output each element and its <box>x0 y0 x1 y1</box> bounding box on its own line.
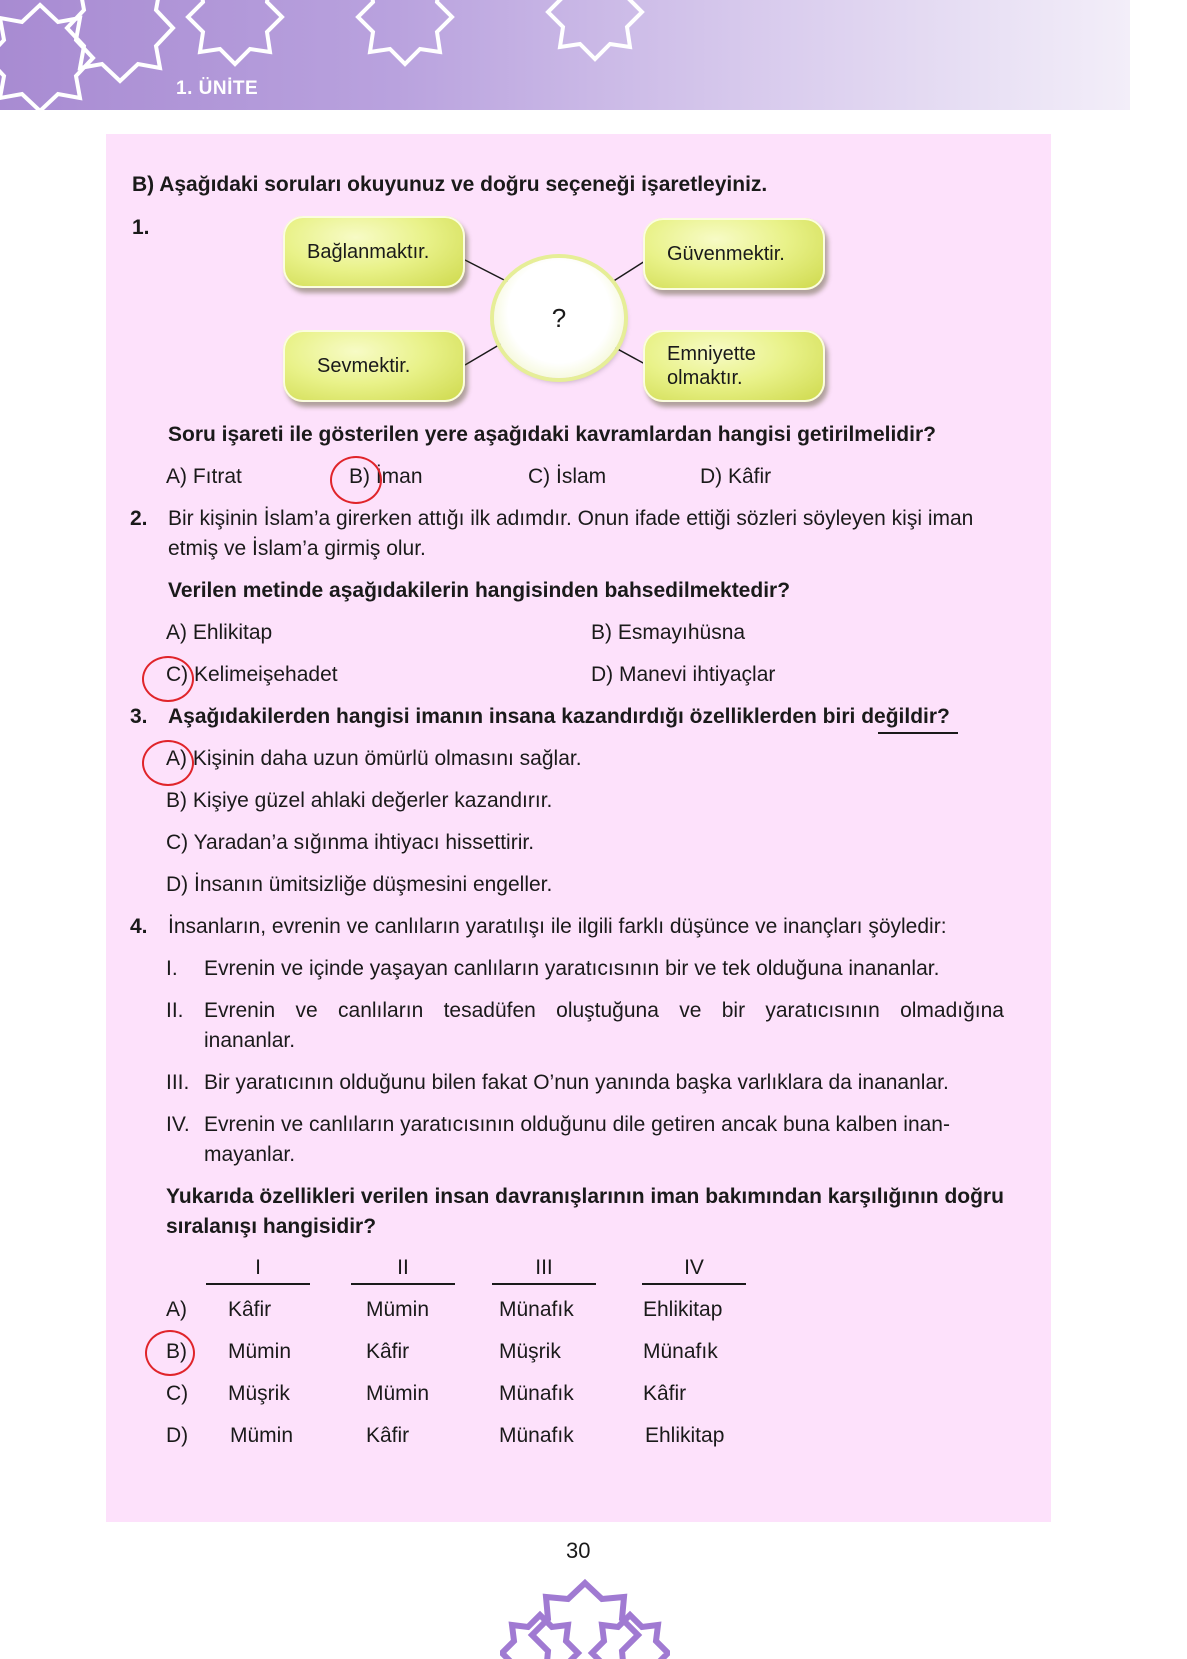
concept-pill-4: Emniyette olmaktır. <box>643 330 825 402</box>
q2-option-d[interactable]: D) Manevi ihtiyaçlar <box>591 663 776 686</box>
footer-star-ornament-icon <box>500 1575 670 1659</box>
question-mark: ? <box>551 302 567 333</box>
q3-option-d[interactable]: D) İnsanın ümitsizliğe düşmesini engeller. <box>166 873 553 896</box>
q4-item-roman-4: IV. <box>166 1113 190 1136</box>
q4-row-b-cell-3: Müşrik <box>499 1340 561 1363</box>
q4-row-b-cell-2: Kâfir <box>366 1340 410 1363</box>
question-number-1: 1. <box>132 216 150 239</box>
q4-row-d-cell-4: Ehlikitap <box>645 1424 725 1447</box>
q4-item-roman-3: III. <box>166 1071 190 1094</box>
q4-row-d-cell-3: Münafık <box>499 1424 574 1447</box>
concept-pill-3: Sevmektir. <box>283 330 465 402</box>
q1-option-b[interactable]: B) İman <box>349 465 423 488</box>
q3-option-b[interactable]: B) Kişiye güzel ahlaki değerler kazandırır. <box>166 789 553 812</box>
answer-mark-q3 <box>142 740 194 786</box>
concept-center-circle <box>494 258 624 378</box>
col-underline-2 <box>351 1283 455 1285</box>
q4-row-a-cell-4: Ehlikitap <box>643 1298 723 1321</box>
col-underline-1 <box>206 1283 310 1285</box>
col-header-4: IV <box>684 1256 704 1279</box>
q4-row-b-cell-4: Münafık <box>643 1340 718 1363</box>
col-header-2: II <box>397 1256 409 1279</box>
col-underline-4 <box>642 1283 746 1285</box>
question-number-2: 2. <box>130 507 148 530</box>
q4-row-c-label[interactable]: C) <box>166 1382 189 1405</box>
q4-row-b-cell-1: Mümin <box>228 1340 292 1363</box>
col-header-3: III <box>535 1256 553 1279</box>
q4-row-a-label[interactable]: A) <box>166 1298 187 1321</box>
q1-question: Soru işareti ile gösterilen yere aşağıdaki kavramlardan hangisi getirilmelidir? <box>168 423 936 446</box>
q2-option-b[interactable]: B) Esmayıhüsna <box>591 621 746 644</box>
q1-option-c[interactable]: C) İslam <box>528 465 607 488</box>
q4-row-a-cell-2: Mümin <box>366 1298 430 1321</box>
question-number-4: 4. <box>130 915 148 938</box>
q3-question-post: ? <box>937 705 950 728</box>
emphasis-underline <box>878 732 958 734</box>
q4-item-roman-2: II. <box>166 999 184 1022</box>
concept-pill-2: Güvenmektir. <box>643 218 825 290</box>
q4-question-line1: Yukarıda özellikleri verilen insan davranışlarının iman bakımından karşılığının doğru <box>166 1185 1004 1208</box>
q3-question-emph: değildir <box>861 705 938 728</box>
q4-item-3-line1: Bir yaratıcının olduğunu bilen fakat O’nun yanında başka varlıklara da inananlar. <box>204 1071 949 1094</box>
q4-row-a-cell-3: Münafık <box>499 1298 574 1321</box>
q3-question-pre: Aşağıdakilerden hangisi imanın insana kazandırdığı özelliklerden biri <box>168 705 862 728</box>
q4-item-2-line2: inananlar. <box>204 1029 296 1052</box>
q2-question: Verilen metinde aşağıdakilerin hangisinden bahsedilmektedir? <box>168 579 791 602</box>
q4-row-d-cell-2: Kâfir <box>366 1424 410 1447</box>
q4-row-d-label[interactable]: D) <box>166 1424 189 1447</box>
q1-option-a[interactable]: A) Fıtrat <box>166 465 242 488</box>
page-number: 30 <box>566 1538 591 1563</box>
q2-option-c[interactable]: C) Kelimeişehadet <box>166 663 338 686</box>
q4-item-4-line2: mayanlar. <box>204 1143 296 1166</box>
q3-question <box>168 703 950 730</box>
q4-item-roman-1: I. <box>166 957 178 980</box>
q4-row-c-cell-4: Kâfir <box>643 1382 687 1405</box>
unit-label: 1. ÜNİTE <box>176 78 259 99</box>
q4-row-a-cell-1: Kâfir <box>228 1298 272 1321</box>
q4-question-line2: sıralanışı hangisidir? <box>166 1215 377 1238</box>
q2-option-a[interactable]: A) Ehlikitap <box>166 621 273 644</box>
q1-option-d[interactable]: D) Kâfir <box>700 465 772 488</box>
question-number-3: 3. <box>130 705 148 728</box>
q2-text-line2: etmiş ve İslam’a girmiş olur. <box>168 537 426 560</box>
answer-mark-q1 <box>330 456 382 504</box>
q4-item-4-line1: Evrenin ve canlıların yaratıcısının olduğunu dile getiren ancak buna kalben inan- <box>204 1113 950 1136</box>
q4-item-1-line1: Evrenin ve içinde yaşayan canlıların yaratıcısının bir ve tek olduğuna inananlar. <box>204 957 940 980</box>
concept-pill-1: Bağlanmaktır. <box>283 216 465 288</box>
q4-row-b-label[interactable]: B) <box>166 1340 187 1363</box>
q4-row-d-cell-1: Mümin <box>230 1424 294 1447</box>
q4-intro: İnsanların, evrenin ve canlıların yaratılışı ile ilgili farklı düşünce ve inançları şöyledir: <box>168 915 947 938</box>
q4-item-2-line1: Evrenin ve canlıların tesadüfen oluştuğuna ve bir yaratıcısının olmadığına <box>204 999 1004 1022</box>
col-underline-3 <box>492 1283 596 1285</box>
q4-row-c-cell-2: Mümin <box>366 1382 430 1405</box>
section-title: B) Aşağıdaki soruları okuyunuz ve doğru seçeneği işaretleyiniz. <box>132 173 768 196</box>
answer-mark-q4 <box>145 1330 195 1376</box>
q3-option-a[interactable]: A) Kişinin daha uzun ömürlü olmasını sağlar. <box>166 747 582 770</box>
q2-text-line1: Bir kişinin İslam’a girerken attığı ilk adımdır. Onun ifade ettiği sözleri söyleyen kişi iman <box>168 507 974 530</box>
q4-row-c-cell-3: Münafık <box>499 1382 574 1405</box>
q3-option-c[interactable]: C) Yaradan’a sığınma ihtiyacı hissettirir. <box>166 831 535 854</box>
col-header-1: I <box>255 1256 261 1279</box>
answer-mark-q2 <box>142 656 194 702</box>
q4-row-c-cell-1: Müşrik <box>228 1382 290 1405</box>
